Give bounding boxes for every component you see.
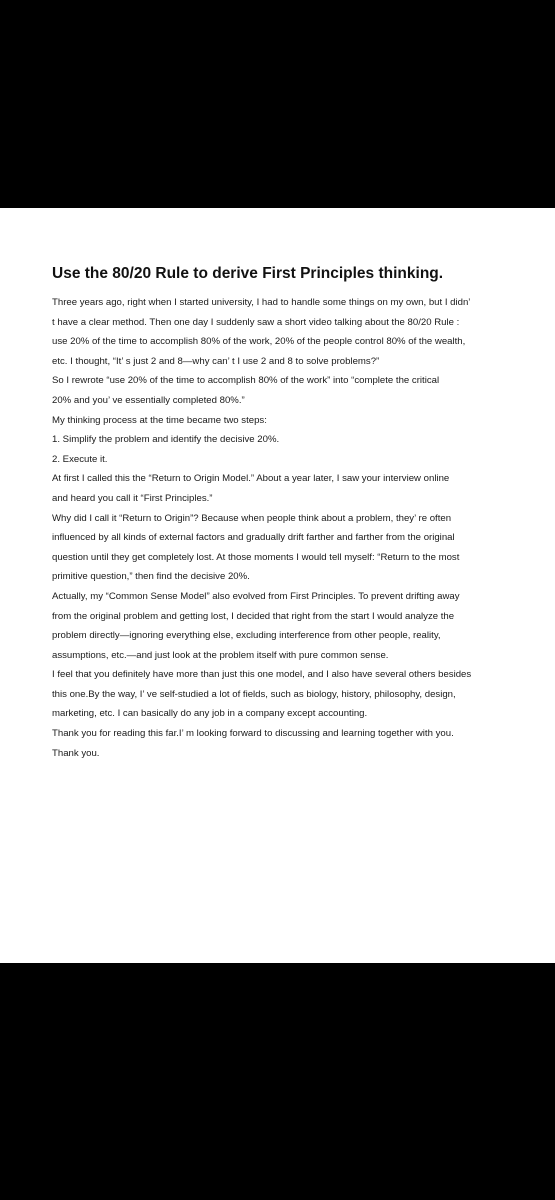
list-item-2: 2. Execute it.	[52, 453, 108, 465]
body-line: primitive question,” then find the decisive 20%.	[52, 571, 250, 583]
body-line: Why did I call it “Return to Origin”? Because when people think about a problem, they’ re often	[52, 512, 452, 524]
body-line: Thank you for reading this far.I’ m looking forward to discussing and learning together with you.	[52, 728, 454, 740]
document-title: Use the 80/20 Rule to derive First Principles thinking.	[52, 265, 444, 282]
body-line: So I rewrote “use 20% of the time to accomplish 80% of the work” into “complete the critical	[52, 375, 440, 387]
bottom-black-bar	[0, 963, 555, 1200]
body-line: At first I called this the “Return to Origin Model.” About a year later, I saw your interview online	[52, 473, 450, 485]
body-line: problem directly—ignoring everything else, excluding interference from other people, reality,	[52, 630, 441, 642]
top-black-bar	[0, 0, 555, 208]
body-line: influenced by all kinds of external factors and gradually drift farther and farther from the original	[52, 532, 455, 544]
body-line: t have a clear method. Then one day I suddenly saw a short video talking about the 80/20 Rule :	[52, 316, 460, 328]
document-body	[52, 293, 503, 763]
body-line: Thank you.	[52, 747, 100, 759]
body-line: etc. I thought, “It’ s just 2 and 8—why can’ t I use 2 and 8 to solve problems?”	[52, 355, 380, 367]
body-line: My thinking process at the time became two steps:	[52, 414, 267, 426]
body-line: question until they get completely lost. At those moments I would tell myself: “Return to the most	[52, 551, 460, 563]
body-line: Actually, my “Common Sense Model” also evolved from First Principles. To prevent drifting away	[52, 590, 460, 602]
body-line: from the original problem and getting lost, I decided that right from the start I would analyze the	[52, 610, 455, 622]
body-line: use 20% of the time to accomplish 80% of the work, 20% of the people control 80% of the wealth,	[52, 336, 466, 348]
list-item-1: 1. Simplify the problem and identify the decisive 20%.	[52, 434, 280, 446]
document-page	[0, 208, 555, 963]
body-line: assumptions, etc.—and just look at the problem itself with pure common sense.	[52, 649, 389, 661]
body-line: Three years ago, right when I started university, I had to handle some things on my own, but I didn’	[52, 297, 471, 308]
body-line: marketing, etc. I can basically do any job in a company except accounting.	[52, 708, 368, 720]
body-line: 20% and you’ ve essentially completed 80%.”	[52, 394, 245, 406]
body-line: this one.By the way, I’ ve self-studied a lot of fields, such as biology, history, philosophy, design,	[52, 688, 456, 700]
body-line: and heard you call it “First Principles.”	[52, 492, 213, 504]
body-line: I feel that you definitely have more than just this one model, and I also have several others besides	[52, 669, 472, 681]
